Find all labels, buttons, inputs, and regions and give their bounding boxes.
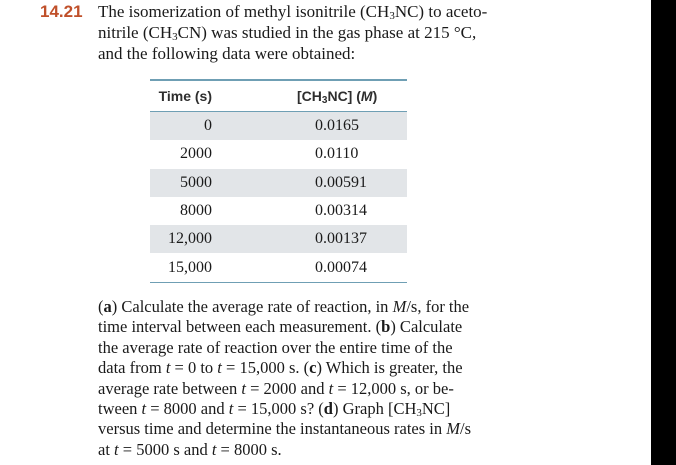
data-table bbox=[150, 79, 407, 283]
table-row bbox=[150, 253, 407, 282]
concentration-cell: 0.00137 bbox=[212, 225, 407, 253]
time-cell: 5000 bbox=[150, 169, 212, 197]
problem-number: 14.21 bbox=[40, 2, 83, 21]
table-row bbox=[150, 169, 407, 197]
concentration-cell: 0.00314 bbox=[315, 202, 367, 220]
table-row bbox=[150, 225, 407, 253]
time-cell: 8000 bbox=[180, 202, 212, 220]
table-row bbox=[150, 140, 407, 168]
question-line-8: at t = 5000 s and t = 8000 s. bbox=[98, 439, 282, 459]
time-cell: 0 bbox=[150, 112, 212, 141]
table-header-row bbox=[150, 80, 407, 112]
intro-line-3: and the following data were obtained: bbox=[98, 44, 356, 63]
concentration-cell: 0.0165 bbox=[212, 112, 407, 141]
time-cell: 12,000 bbox=[150, 225, 212, 253]
screen-edge-bar bbox=[651, 0, 676, 465]
concentration-cell: 0.0110 bbox=[315, 145, 359, 163]
time-cell: 15,000 bbox=[150, 253, 212, 282]
concentration-cell: 0.00074 bbox=[212, 253, 407, 282]
intro-line-1: The isomerization of methyl isonitrile $(CH_3NC)$ to aceto- bbox=[98, 2, 488, 22]
question-text bbox=[98, 297, 538, 460]
question-line-5: average rate between t = 2000 and t = 12,000 s, or be- bbox=[98, 378, 454, 398]
question-line-4: data from t = 0 to t = 15,000 s. (c) Which is greater, the bbox=[98, 358, 463, 378]
question-line-1: (a) Calculate the average rate of reaction, in M/s, for the bbox=[98, 297, 470, 316]
header-concentration: $[CH_3NC]$ (M) bbox=[212, 80, 407, 112]
question-line-3: the average rate of reaction over the entire time of the bbox=[98, 337, 453, 357]
problem-intro bbox=[98, 1, 538, 64]
question-line-6: tween t = 8000 and t = 15,000 s? (d) Graph $[CH_3NC]$ bbox=[98, 399, 451, 420]
intro-line-2: nitrile $(CH_3CN)$ was studied in the gas phase at 215 °C, bbox=[98, 23, 477, 43]
table-row bbox=[150, 112, 407, 141]
concentration-cell: 0.00591 bbox=[212, 169, 407, 197]
time-cell: 2000 bbox=[180, 145, 212, 163]
table-row bbox=[150, 197, 407, 225]
question-line-2: time interval between each measurement. (b) Calculate bbox=[98, 317, 463, 337]
question-line-7: versus time and determine the instantaneous rates in M/s bbox=[98, 419, 471, 439]
header-time: Time (s) bbox=[150, 80, 212, 112]
